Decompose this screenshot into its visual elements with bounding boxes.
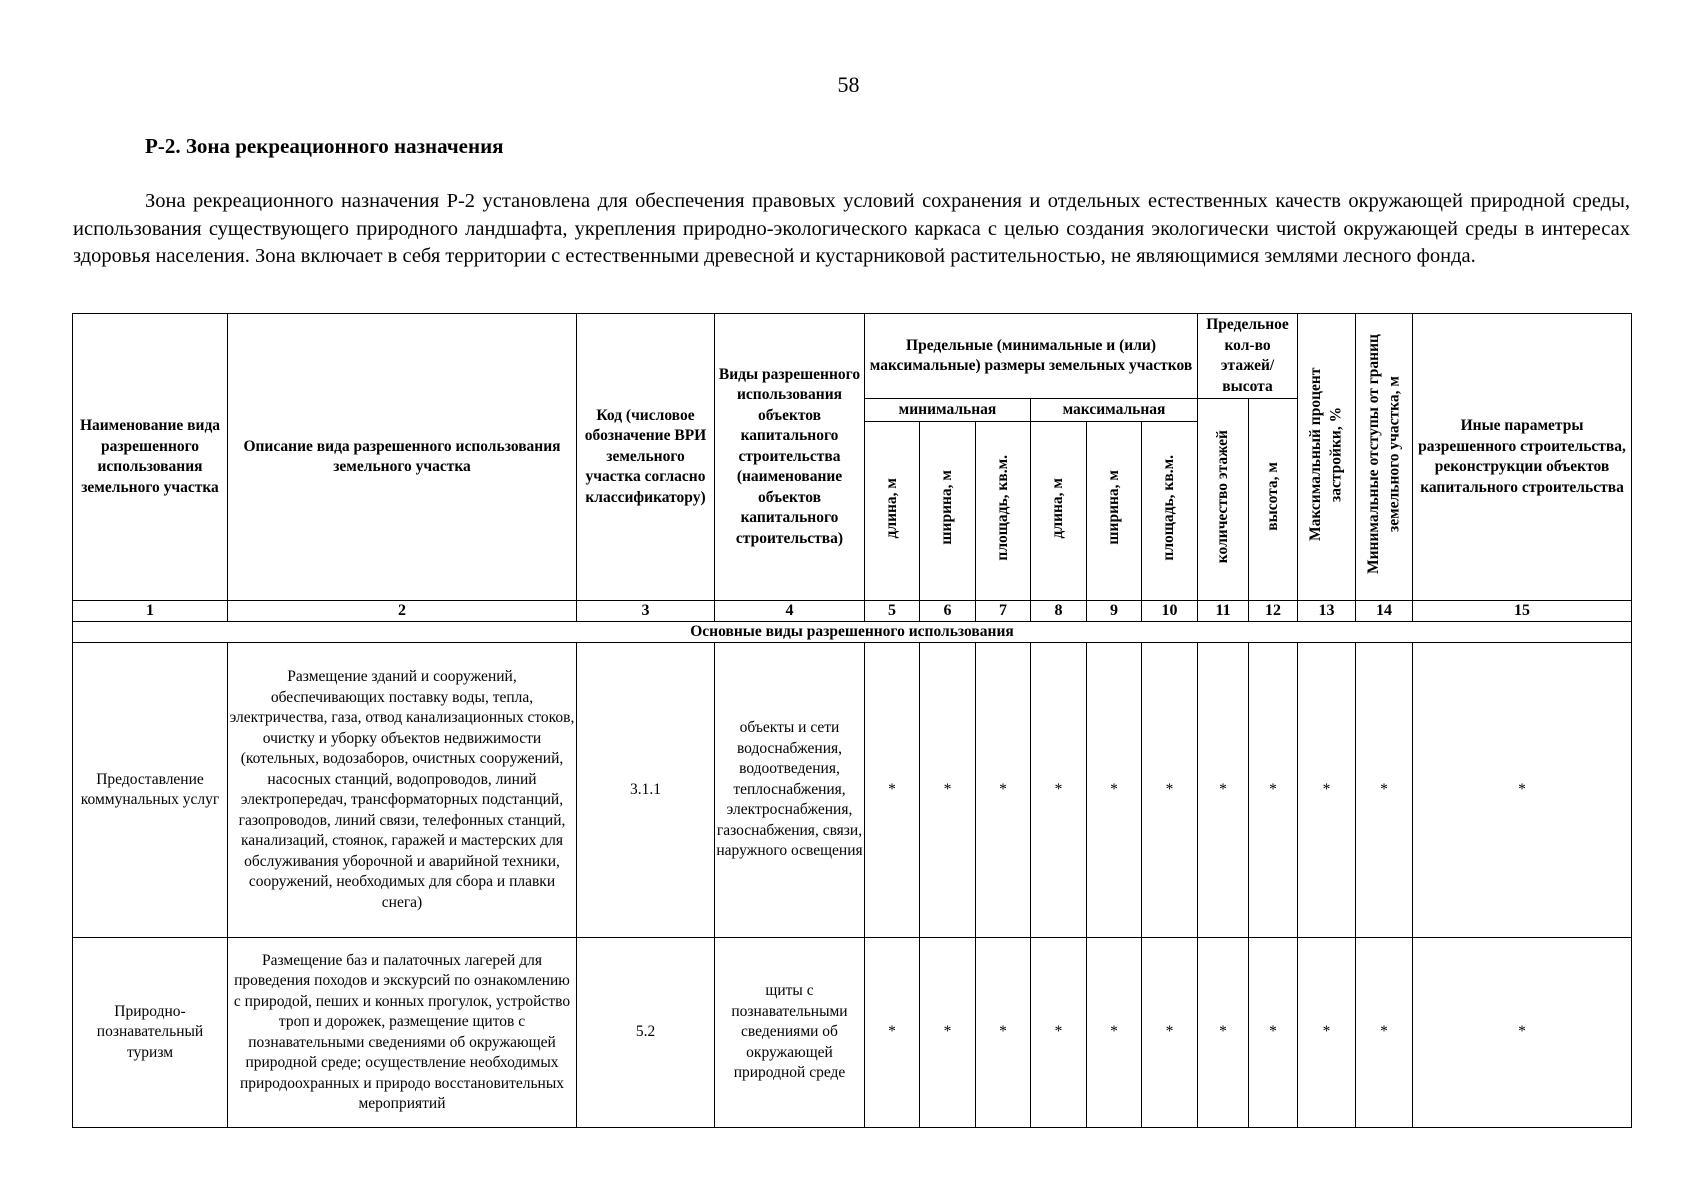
column-number: 12 [1249, 601, 1298, 622]
column-number: 4 [715, 601, 865, 622]
param-cell: * [1087, 643, 1142, 938]
row-description: Размещение баз и палаточных лагерей для проведения походов и экскурсий по ознакомлению с природой, пеших и конных прогулок, устройство троп и дорожек, размещение щитов с познавательными сведениями об окружающей природной среде; осуществление необходимых природоохранных и природо восстановительных мероприятий [228, 938, 577, 1128]
header-code: Код (числовое обозначение ВРИ земельного участка согласно классификатору) [577, 314, 715, 601]
param-cell: * [1249, 643, 1298, 938]
header-other-params: Иные параметры разрешенного строительства, реконструкции объектов капитального строительства [1413, 314, 1632, 601]
row-code: 3.1.1 [577, 643, 715, 938]
param-cell: * [865, 643, 920, 938]
column-number: 2 [228, 601, 577, 622]
row-description: Размещение зданий и сооружений, обеспечивающих поставку воды, тепла, электричества, газа, отвод канализационных стоков, очистку и уборку объектов недвижимости (котельных, водозаборов, очистных сооружений, насосных станций, водопроводов, линий электропередач, трансформаторных подстанций, газопроводов, линий связи, телефонных станций, канализаций, стоянок, гаражей и мастерских для обслуживания уборочной и аварийной техники, сооружений, необходимых для сбора и плавки снега) [228, 643, 577, 938]
header-min-width [920, 422, 976, 601]
param-cell: * [920, 938, 976, 1128]
column-number: 9 [1087, 601, 1142, 622]
zone-regulations-table [72, 313, 1632, 1128]
page-number: 58 [837, 72, 860, 97]
column-number: 13 [1298, 601, 1356, 622]
header-min-area-text: площадь, кв.м. [993, 454, 1011, 561]
param-cell: * [1198, 938, 1249, 1128]
header-max-build-percent [1298, 314, 1356, 601]
param-cell: * [1249, 938, 1298, 1128]
header-floors-height: Предельное кол-во этажей/ высота [1198, 314, 1298, 399]
param-cell: * [1356, 643, 1413, 938]
param-cell: * [1298, 938, 1356, 1128]
column-number: 1 [73, 601, 228, 622]
header-max-build-percent-text: Максимальный процент застройки, % [1307, 367, 1345, 541]
header-max-area [1142, 422, 1198, 601]
param-cell: * [1142, 938, 1198, 1128]
param-cell: * [1356, 938, 1413, 1128]
row-name: Природно-познавательный туризм [73, 938, 228, 1128]
column-number: 14 [1356, 601, 1413, 622]
column-number: 5 [865, 601, 920, 622]
header-min-area [976, 422, 1031, 601]
param-cell: * [920, 643, 976, 938]
header-min-setbacks-text: Минимальные отступы от границ земельного участка, м [1364, 333, 1403, 574]
column-number: 11 [1198, 601, 1249, 622]
header-land-plot-sizes: Предельные (минимальные и (или) максимальные) размеры земельных участков [865, 314, 1198, 399]
column-number: 7 [976, 601, 1031, 622]
param-cell: * [1142, 643, 1198, 938]
header-height-text: высота, м [1263, 461, 1281, 531]
param-cell: * [976, 643, 1031, 938]
header-max-width-text: ширина, м [1104, 470, 1122, 546]
header-activity-name: Наименование вида разрешенного использования земельного участка [73, 314, 228, 601]
intro-text: Зона рекреационного назначения Р-2 установлена для обеспечения правовых условий сохранения и отдельных естественных качеств окружающей природной среды, использования существующего природного ландшафта, укрепления природно-экологического каркаса с целью создания экологически чистой окружающей среды в интересах здоровья населения. Зона включает в себя территории с естественными древесной и кустарниковой растительностью, не являющимися землями лесного фонда. [73, 190, 1630, 267]
table-row [73, 938, 1632, 1128]
param-cell: * [1087, 938, 1142, 1128]
row-code: 5.2 [577, 938, 715, 1128]
intro-paragraph [73, 188, 1630, 271]
param-cell: * [1031, 643, 1087, 938]
section-heading: Р-2. Зона рекреационного назначения [145, 134, 504, 158]
header-max-length [1031, 422, 1087, 601]
param-cell: * [1031, 938, 1087, 1128]
header-max-width [1087, 422, 1142, 601]
column-number: 10 [1142, 601, 1198, 622]
param-cell: * [1413, 938, 1632, 1128]
param-cell: * [1413, 643, 1632, 938]
column-number: 15 [1413, 601, 1632, 622]
header-max-length-text: длина, м [1049, 477, 1067, 538]
header-min-setbacks [1356, 314, 1413, 601]
column-number: 6 [920, 601, 976, 622]
row-objects: щиты с познавательными сведениями об окружающей природной среде [715, 938, 865, 1128]
row-objects: объекты и сети водоснабжения, водоотведения, теплоснабжения, электроснабжения, газоснабжения, связи, наружного освещения [715, 643, 865, 938]
param-cell: * [865, 938, 920, 1128]
header-maximum: максимальная [1031, 399, 1198, 422]
header-minimum: минимальная [865, 399, 1031, 422]
header-capital-objects: Виды разрешенного использования объектов капитального строительства (наименование объектов капитального строительства) [715, 314, 865, 601]
column-number-row [73, 601, 1632, 622]
row-name: Предоставление коммунальных услуг [73, 643, 228, 938]
header-min-width-text: ширина, м [938, 470, 956, 546]
header-min-length-text: длина, м [882, 477, 900, 538]
header-height [1249, 399, 1298, 601]
header-floors-count-text: количество этажей [1213, 429, 1231, 563]
header-floors-count [1198, 399, 1249, 601]
table-row [73, 643, 1632, 938]
header-min-length [865, 422, 920, 601]
header-max-area-text: площадь, кв.м. [1160, 454, 1178, 561]
group-title-main-uses: Основные виды разрешенного использования [73, 622, 1632, 643]
header-description: Описание вида разрешенного использования земельного участка [228, 314, 577, 601]
column-number: 8 [1031, 601, 1087, 622]
param-cell: * [1198, 643, 1249, 938]
column-number: 3 [577, 601, 715, 622]
param-cell: * [1298, 643, 1356, 938]
param-cell: * [976, 938, 1031, 1128]
